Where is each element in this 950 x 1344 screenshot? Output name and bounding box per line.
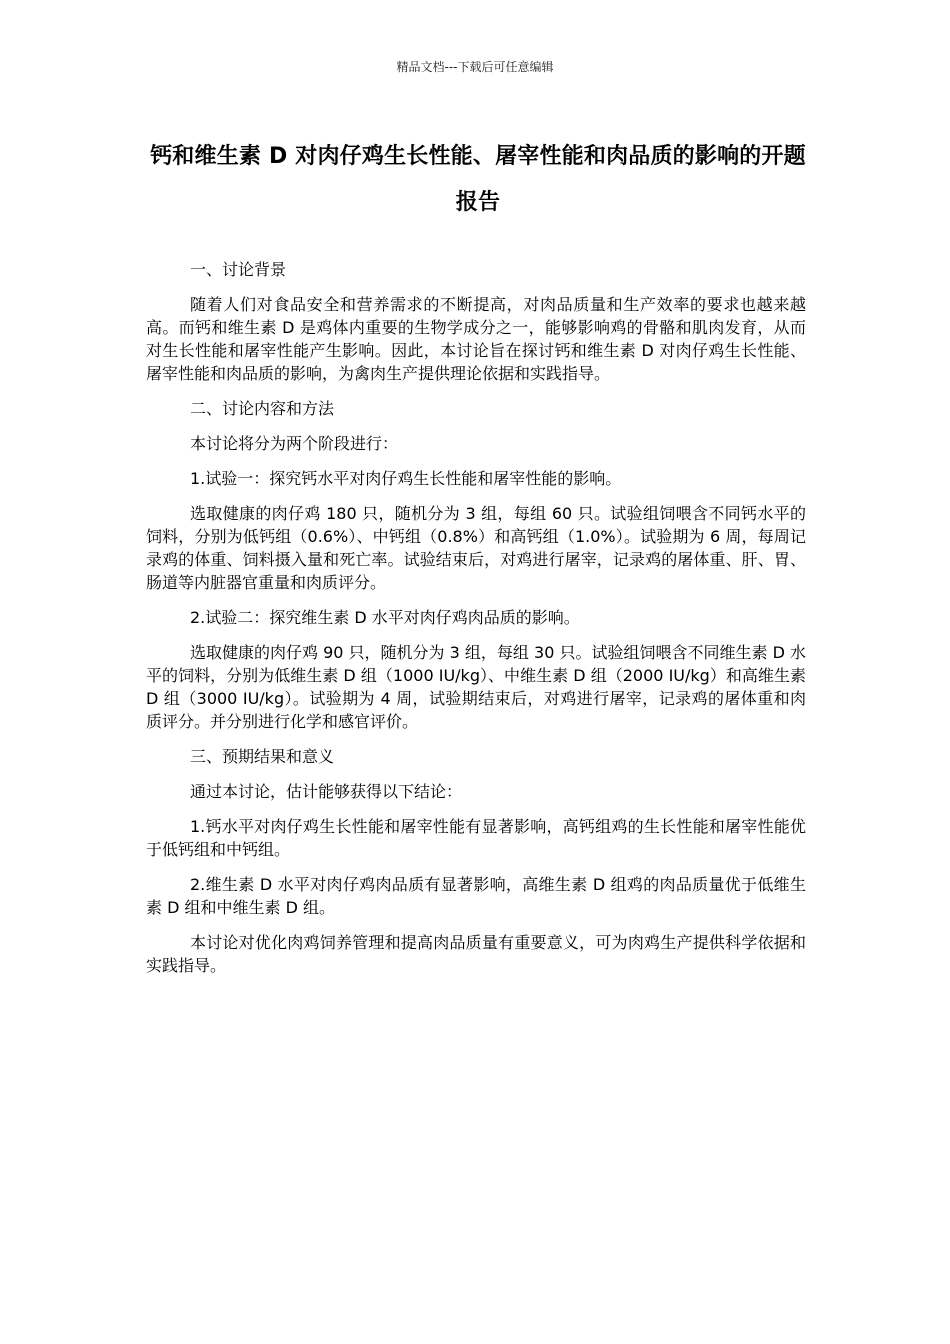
conclusion-item: 2.维生素 D 水平对肉仔鸡肉品质有显著影响，高维生素 D 组鸡的肉品质量优于低维生素 D 组和中维生素 D 组。 <box>146 875 806 917</box>
document-title: 钙和维生素 D 对肉仔鸡生长性能、屠宰性能和肉品质的影响的开题报告 <box>150 144 806 215</box>
paragraph: 选取健康的肉仔鸡 180 只，随机分为 3 组，每组 60 只。试验组饲喂含不同钙水平的饲料，分别为低钙组（0.6%）、中钙组（0.8%）和高钙组（1.0%）。试验期为 6 周，每周记录鸡的体重、饲料摄入量和死亡率。试验结束后，对鸡进行屠宰，记录鸡的屠体重、肝、胃、肠道等内脏器官重量和肉质评分。 <box>146 504 806 592</box>
paragraph: 通过本讨论，估计能够获得以下结论： <box>190 782 463 801</box>
section-heading-results: 三、预期结果和意义 <box>190 747 335 766</box>
section-heading-background: 一、讨论背景 <box>190 260 287 279</box>
conclusion-item: 1.钙水平对肉仔鸡生长性能和屠宰性能有显著影响，高钙组鸡的生长性能和屠宰性能优于低钙组和中钙组。 <box>146 817 806 859</box>
experiment-heading: 2.试验二：探究维生素 D 水平对肉仔鸡肉品质的影响。 <box>190 608 580 627</box>
paragraph: 本讨论对优化肉鸡饲养管理和提高肉品质量有重要意义，可为肉鸡生产提供科学依据和实践指导。 <box>146 933 806 975</box>
page-header: 精品文档---下载后可任意编辑 <box>396 60 554 74</box>
experiment-heading: 1.试验一：探究钙水平对肉仔鸡生长性能和屠宰性能的影响。 <box>190 469 622 488</box>
paragraph: 本讨论将分为两个阶段进行： <box>190 434 399 453</box>
section-heading-methods: 二、讨论内容和方法 <box>190 399 335 418</box>
paragraph: 随着人们对食品安全和营养需求的不断提高，对肉品质量和生产效率的要求也越来越高。而钙和维生素 D 是鸡体内重要的生物学成分之一，能够影响鸡的骨骼和肌肉发育，从而对生长性能和屠宰性能产生影响。因此，本讨论旨在探讨钙和维生素 D 对肉仔鸡生长性能、屠宰性能和肉品质的影响，为禽肉生产提供理论依据和实践指导。 <box>146 295 806 383</box>
document-body <box>146 258 806 989</box>
paragraph: 选取健康的肉仔鸡 90 只，随机分为 3 组，每组 30 只。试验组饲喂含不同维生素 D 水平的饲料，分别为低维生素 D 组（1000 IU/kg）、中维生素 D 组（2000 IU/kg）和高维生素 D 组（3000 IU/kg）。试验期为 4 周，试验期结束后，对鸡进行屠宰，记录鸡的屠体重和肉质评分。并分别进行化学和感官评价。 <box>146 643 806 731</box>
